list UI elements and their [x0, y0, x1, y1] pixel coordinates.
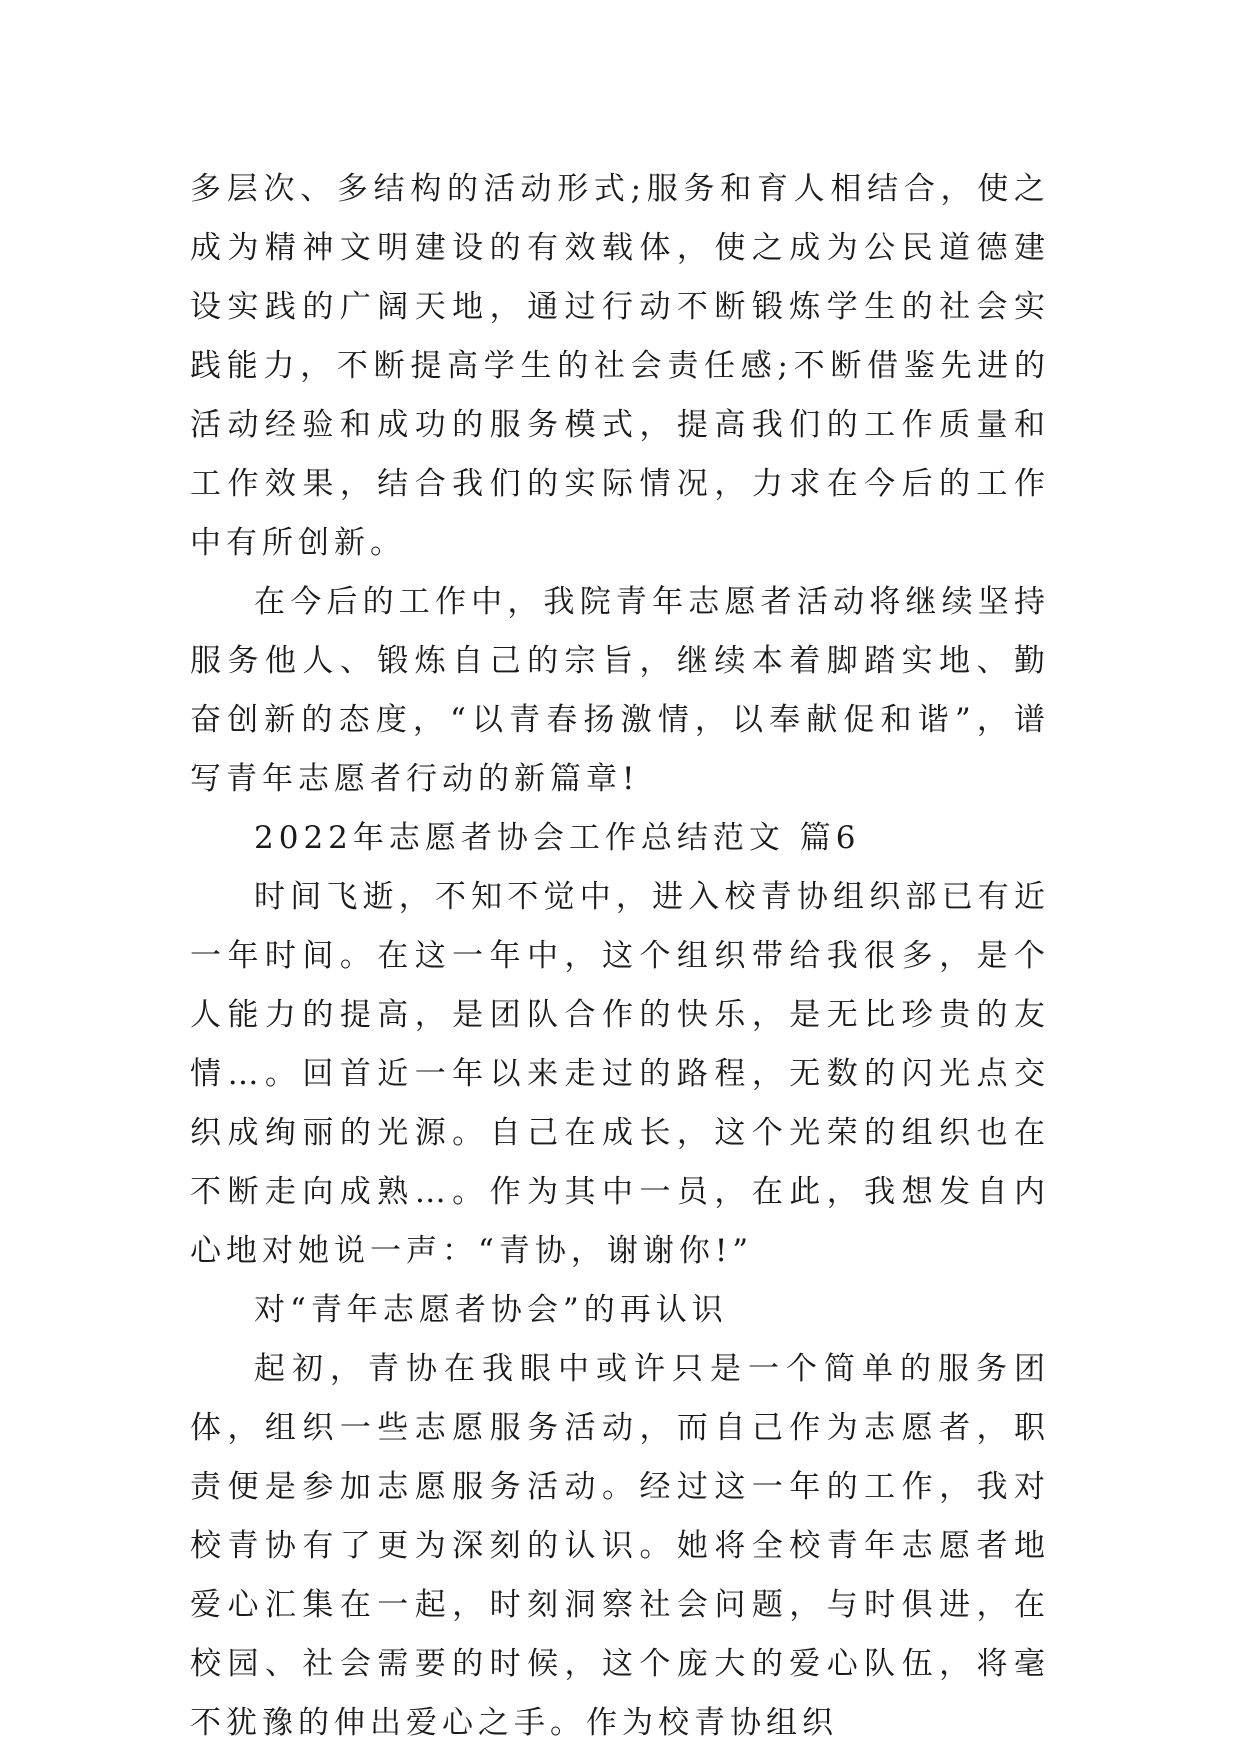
section-heading: 2022年志愿者协会工作总结范文 篇6 — [254, 820, 861, 856]
paragraph-continuation: 多层次、多结构的活动形式;服务和育人相结合，使之成为精神文明建设的有效载体，使之成为公民道德建设实践的广阔天地，通过行动不断锻炼学生的社会实践能力，不断提高学生的社会责任感;不断借鉴先进的活动经验和成功的服务模式，提高我们的工作质量和工作效果，结合我们的实际情况，力求在今后的工作中有所创新。 — [190, 171, 1050, 561]
document-body — [190, 160, 1050, 1753]
paragraph: 在今后的工作中，我院青年志愿者活动将继续坚持服务他人、锻炼自己的宗旨，继续本着脚踏实地、勤奋创新的态度，“以青春扬激情，以奉献促和谐”，谱写青年志愿者行动的新篇章! — [190, 584, 1050, 797]
paragraph: 时间飞逝，不知不觉中，进入校青协组织部已有近一年时间。在这一年中，这个组织带给我很多，是个人能力的提高，是团队合作的快乐，是无比珍贵的友情…。回首近一年以来走过的路程，无数的闪光点交织成绚丽的光源。自己在成长，这个光荣的组织也在不断走向成熟…。作为其中一员，在此，我想发自内心地对她说一声：“青协，谢谢你!” — [190, 879, 1050, 1269]
section-heading: 对“青年志愿者协会”的再认识 — [254, 1292, 728, 1328]
paragraph: 起初，青协在我眼中或许只是一个简单的服务团体，组织一些志愿服务活动，而自己作为志愿者，职责便是参加志愿服务活动。经过这一年的工作，我对校青协有了更为深刻的认识。她将全校青年志愿者地爱心汇集在一起，时刻洞察社会问题，与时俱进，在校园、社会需要的时候，这个庞大的爱心队伍，将毫不犹豫的伸出爱心之手。作为校青协组织 — [190, 1351, 1050, 1741]
